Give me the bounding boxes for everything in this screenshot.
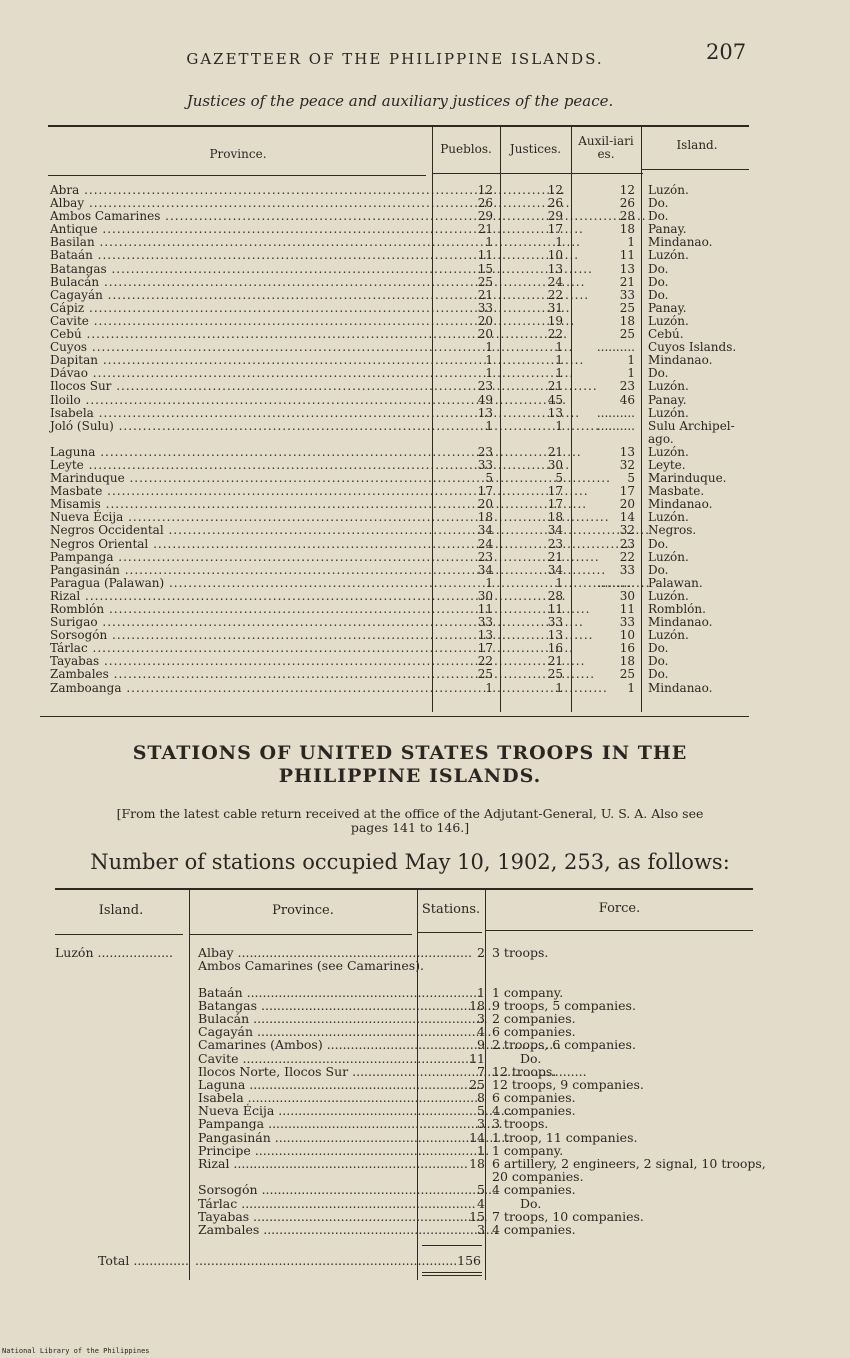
cell-pueblos: 21 [477, 287, 493, 302]
cell-justices: 22 [547, 287, 563, 302]
section-heading [60, 742, 760, 788]
table2-top-rule [55, 888, 753, 890]
cell-island: Panay. [648, 392, 687, 407]
cell-stations: 4 [477, 1195, 485, 1211]
header-pueblos: Pueblos. [440, 142, 492, 156]
cell-pueblos: 17 [477, 641, 493, 656]
source-note-line1: [From the latest cable return received at the office of the Adjutant-General, U. S. A. Also see [116, 806, 704, 821]
cell-force: 1 company. [492, 1142, 564, 1158]
cell-force: 4 companies. [492, 1221, 576, 1237]
cell-island: Luzón. [648, 183, 689, 197]
cell-pueblos: 1 [485, 575, 493, 590]
cell-stations: 3 [477, 1116, 485, 1132]
cell-province: Batangas ..... [50, 263, 428, 276]
cell-province: Cavite ..... [198, 1052, 468, 1065]
cell-justices: 31 [547, 300, 563, 315]
total-leader-dots: .................................................................. [195, 1253, 458, 1268]
cell-pueblos: 33 [477, 457, 493, 472]
total-label: Total .............. [98, 1253, 189, 1268]
cell-province: Cavite ..... [50, 315, 428, 328]
cell-justices: 17 [547, 497, 563, 512]
cell-pueblos: 20 [477, 313, 493, 328]
header-justices: Justices. [509, 142, 562, 156]
table1-header-rule-island [641, 169, 749, 170]
cell-auxiliaries: 1 [627, 235, 635, 250]
table2-header-rule [486, 930, 753, 931]
cell-province: Bataán ..... [198, 986, 468, 999]
cell-force: 9 troops, 5 companies. [492, 997, 636, 1013]
cell-justices: 34 [547, 562, 563, 577]
cell-justices: 10 [547, 248, 563, 263]
cell-pueblos: 25 [477, 274, 493, 289]
cell-stations: 5 [477, 1182, 485, 1198]
cell-justices: 34 [547, 523, 563, 538]
cell-pueblos: 22 [477, 654, 493, 669]
cell-island: Luzón. [648, 379, 689, 394]
cell-island: Leyte. [648, 457, 686, 472]
cell-stations: 8 [477, 1090, 485, 1106]
total-label-text: Total [98, 1253, 130, 1268]
cell-auxiliaries: 5 [627, 471, 635, 486]
cell-justices: 21 [547, 549, 563, 564]
cell-island: Mindanao. [648, 235, 713, 250]
cell-province: Pampanga ..... [198, 1117, 468, 1130]
cell-pueblos: 18 [477, 510, 493, 525]
cell-province: Iloilo ..... [50, 394, 428, 407]
cell-pueblos: 1 [485, 353, 493, 368]
cell-island: Romblón. [648, 602, 706, 616]
cell-stations: 4 [477, 1024, 485, 1040]
cell-province: Pangasinán ..... [198, 1131, 468, 1144]
cell-stations: 3 [477, 1010, 485, 1026]
cell-stations: 1 [477, 984, 485, 1000]
cell-province: Marinduque ..... [50, 472, 428, 485]
table1-bottom-rule [40, 716, 749, 717]
cell-province: Rizal ..... [198, 1157, 468, 1170]
cell-stations: 5 [477, 1103, 485, 1119]
cell-auxiliaries: 25 [619, 300, 635, 315]
cell-force: Do. [520, 1195, 542, 1211]
cell-province: Cagayán ..... [198, 1025, 468, 1038]
cell-province: Nueva Écija ..... [198, 1104, 468, 1117]
cell-justices: 28 [547, 588, 563, 603]
cell-pueblos: 1 [485, 680, 493, 695]
cell-force: 12 troops. [492, 1063, 557, 1079]
cell-pueblos: 34 [477, 523, 493, 538]
cell-island: Do. [648, 261, 669, 276]
cell-justices: 1 [555, 575, 563, 590]
cell-pueblos: 17 [477, 484, 493, 499]
cell-auxiliaries: 16 [619, 641, 635, 656]
total-rule [422, 1245, 482, 1246]
cell-island: Do. [648, 274, 669, 289]
cell-stations: 2 [477, 945, 485, 960]
cell-auxiliaries: 32 [619, 523, 635, 538]
cell-island: Cebú. [648, 327, 684, 342]
cell-pueblos: 23 [477, 444, 493, 459]
cell-pueblos: 29 [477, 209, 493, 224]
cell-auxiliaries: 33 [619, 562, 635, 577]
cell-province: Camarines (Ambos) ..... [198, 1038, 468, 1051]
cell-province: Bulacán ..... [50, 276, 428, 289]
page-number: 207 [706, 40, 747, 64]
cell-stations: 18 [469, 997, 485, 1013]
cell-justices: 1 [555, 418, 563, 433]
cell-justices: 1 [555, 353, 563, 368]
table1-header-rule-numbers [432, 173, 643, 174]
cell-auxiliaries: 33 [619, 287, 635, 302]
cell-force: 6 artillery, 2 engineers, 2 signal, 10 troops, 20 companies. [492, 1156, 766, 1185]
cell-pueblos: 49 [477, 392, 493, 407]
cell-justices: 1 [555, 235, 563, 250]
cell-auxiliaries: 18 [619, 313, 635, 328]
cell-province: Tárlac ..... [50, 642, 428, 655]
source-note-line2: pages 141 to 146.] [350, 820, 470, 835]
cell-auxiliaries: 25 [619, 327, 635, 342]
cell-province: Albay ..... [50, 197, 428, 210]
cell-auxiliaries: .......... [596, 575, 635, 590]
cell-pueblos: 12 [477, 183, 493, 197]
cell-justices: 33 [547, 615, 563, 630]
cell-pueblos: 1 [485, 366, 493, 381]
cell-province: Ilocos Sur ..... [50, 380, 428, 393]
header-auxiliaries: Auxil-iaries. [578, 134, 634, 161]
cell-force: 2 companies. [492, 1010, 576, 1026]
cell-province: Dapitan ..... [50, 354, 428, 367]
cell-island: Sulu Archipel-ago. [648, 418, 735, 446]
stations-summary: Number of stations occupied May 10, 1902, 253, as follows: [90, 850, 730, 874]
cell-auxiliaries: 14 [619, 510, 635, 525]
cell-island: Mindanao. [648, 615, 713, 630]
cell-island: Do. [648, 287, 669, 302]
cell-province: Albay ..... [198, 946, 468, 959]
cell-auxiliaries: 32 [619, 457, 635, 472]
cell-pueblos: 13 [477, 405, 493, 420]
cell-pueblos: 21 [477, 222, 493, 237]
cell-auxiliaries: 1 [627, 680, 635, 695]
cell-island: Luzón. [648, 510, 689, 525]
cell-province: Rizal ..... [50, 590, 428, 603]
header-force: Force. [598, 901, 641, 916]
table2-header-rule [418, 932, 482, 933]
cell-auxiliaries: 1 [627, 366, 635, 381]
cell-province: Paragua (Palawan) ..... [50, 577, 428, 590]
cell-auxiliaries: 22 [619, 549, 635, 564]
cell-justices: 13 [547, 261, 563, 276]
cell-pueblos: 34 [477, 562, 493, 577]
cell-province: Masbate ..... [50, 485, 428, 498]
cell-province: Misamis ..... [50, 498, 428, 511]
cell-island: Luzón. [648, 549, 689, 564]
cell-auxiliaries: 13 [619, 444, 635, 459]
cell-province: Bulacán ..... [198, 1012, 468, 1025]
cell-pueblos: 1 [485, 340, 493, 355]
cell-island: Negros. [648, 523, 697, 538]
cell-island: Do. [648, 667, 669, 682]
cell-pueblos: 23 [477, 379, 493, 394]
cell-island: Luzón. [648, 313, 689, 328]
cell-stations: 18 [469, 1156, 485, 1172]
cell-province: Nueva Écija ..... [50, 511, 428, 524]
cell-justices: 1 [555, 366, 563, 381]
cell-province: Joló (Sulu) ..... [50, 420, 428, 433]
cell-justices: 16 [547, 641, 563, 656]
cell-pueblos: 1 [485, 235, 493, 250]
cell-island: Palawan. [648, 575, 703, 590]
cell-province: Ambos Camarines ..... [50, 210, 428, 223]
cell-island: Luzón. [648, 405, 689, 420]
cell-province: Basilan ..... [50, 236, 428, 249]
cell-justices: 1 [555, 680, 563, 695]
cell-force: 4 companies. [492, 1182, 576, 1198]
cell-province: Dávao ..... [50, 367, 428, 380]
cell-island: Do. [648, 641, 669, 656]
cell-province: Leyte ..... [50, 459, 428, 472]
cell-stations: 14 [469, 1129, 485, 1145]
cell-auxiliaries: 21 [619, 274, 635, 289]
cell-island: Do. [648, 654, 669, 669]
cell-justices: 21 [547, 654, 563, 669]
cell-island: Luzón. [648, 628, 689, 643]
section-heading-line2: PHILIPPINE ISLANDS. [278, 765, 542, 787]
cell-auxiliaries: .......... [596, 418, 635, 433]
header-island: Island. [98, 903, 144, 918]
cell-pueblos: 25 [477, 667, 493, 682]
cell-province: Zambales ..... [198, 1223, 468, 1236]
cell-stations: 7 [477, 1063, 485, 1079]
cell-auxiliaries: 17 [619, 484, 635, 499]
cell-island: Do. [648, 196, 669, 211]
cell-province: Tayabas ..... [198, 1210, 468, 1223]
cell-force: 6 companies. [492, 1090, 576, 1106]
cell-province: Romblón ..... [50, 603, 428, 616]
cell-justices: 26 [547, 196, 563, 211]
table1-header-rule-province [48, 175, 426, 176]
cell-force: 6 companies. [492, 1024, 576, 1040]
cell-province: Cagayán ..... [50, 289, 428, 302]
cell-pueblos: 33 [477, 300, 493, 315]
cell-auxiliaries: 23 [619, 379, 635, 394]
cell-pueblos: 11 [477, 248, 493, 263]
table2-header-rule [55, 934, 183, 935]
cell-pueblos: 23 [477, 549, 493, 564]
section-heading-line1: STATIONS OF UNITED STATES TROOPS IN THE [132, 742, 688, 764]
table2-header-rule [190, 934, 412, 935]
cell-province: Pangasinán ..... [50, 564, 428, 577]
cell-island: Do. [648, 366, 669, 381]
cell-stations: 3 [477, 1221, 485, 1237]
cell-auxiliaries: 18 [619, 654, 635, 669]
cell-auxiliaries: 1 [627, 353, 635, 368]
cell-auxiliaries: 28 [619, 209, 635, 224]
cell-pueblos: 20 [477, 497, 493, 512]
cell-island: Luzón. [648, 248, 689, 263]
cell-force: 1 troop, 11 companies. [492, 1129, 638, 1145]
cell-auxiliaries: 46 [619, 392, 635, 407]
cell-justices: 19 [547, 313, 563, 328]
cell-province: Antique ..... [50, 223, 428, 236]
cell-province: Laguna ..... [50, 446, 428, 459]
cell-force: Do. [520, 1050, 542, 1066]
cell-province: Sorsogón ..... [198, 1183, 468, 1196]
cell-island: Panay. [648, 300, 687, 315]
cell-justices: 25 [547, 667, 563, 682]
total-rule [422, 1272, 482, 1273]
cell-justices: 5 [555, 471, 563, 486]
cell-island: Luzón. [648, 444, 689, 459]
cell-province: Cápiz ..... [50, 302, 428, 315]
total-rule [422, 1275, 482, 1276]
cell-justices: 17 [547, 484, 563, 499]
cell-island: Mindanao. [648, 680, 713, 695]
cell-pueblos: 33 [477, 615, 493, 630]
cell-province: Laguna ..... [198, 1078, 468, 1091]
cell-auxiliaries: 26 [619, 196, 635, 211]
cell-island: Mindanao. [648, 497, 713, 512]
cell-justices: 45 [547, 392, 563, 407]
cell-justices: 13 [547, 628, 563, 643]
cell-province: Tárlac ..... [198, 1197, 468, 1210]
cell-justices: 11 [547, 602, 563, 616]
cell-island: Luzón ..... [55, 946, 180, 959]
cell-force: 12 troops, 9 companies. [492, 1076, 644, 1092]
cell-auxiliaries: 25 [619, 667, 635, 682]
cell-auxiliaries: 13 [619, 261, 635, 276]
cell-auxiliaries: 12 [619, 183, 635, 197]
cell-island: Do. [648, 562, 669, 577]
cell-province: Isabela ..... [198, 1091, 468, 1104]
cell-province: Bataán ..... [50, 249, 428, 262]
cell-island: Marinduque. [648, 471, 727, 486]
cell-pueblos: 26 [477, 196, 493, 211]
cell-province: Abra ..... [50, 184, 428, 197]
cell-stations: 15 [469, 1208, 485, 1224]
cell-auxiliaries: 20 [619, 497, 635, 512]
cell-stations: 25 [469, 1076, 485, 1092]
cell-pueblos: 20 [477, 327, 493, 342]
cell-auxiliaries: 33 [619, 615, 635, 630]
cell-auxiliaries: 18 [619, 222, 635, 237]
cell-justices: 30 [547, 457, 563, 472]
cell-island: Luzón. [648, 588, 689, 603]
cell-force: 2 troops, 6 companies. [492, 1037, 636, 1053]
table1-top-rule [48, 125, 749, 127]
table2-divider [189, 890, 190, 1280]
cell-pueblos: 24 [477, 536, 493, 551]
cell-province: Zamboanga ..... [50, 682, 428, 695]
source-note [55, 807, 765, 835]
cell-island: Panay. [648, 222, 687, 237]
cell-justices: 13 [547, 405, 563, 420]
cell-province: Batangas ..... [198, 999, 468, 1012]
cell-stations: 1 [477, 1142, 485, 1158]
cell-force: 7 troops, 10 companies. [492, 1208, 644, 1224]
cell-island: Mindanao. [648, 353, 713, 368]
page-running-title: GAZETTEER OF THE PHILIPPINE ISLANDS. [186, 50, 604, 68]
cell-province: Sorsogón ..... [50, 629, 428, 642]
cell-pueblos: 11 [477, 602, 493, 616]
cell-justices: 12 [547, 183, 563, 197]
cell-province: Surigao ..... [50, 616, 428, 629]
cell-justices: 24 [547, 274, 563, 289]
cell-justices: 18 [547, 510, 563, 525]
cell-pueblos: 5 [485, 471, 493, 486]
cell-pueblos: 30 [477, 588, 493, 603]
cell-province: Cebú ..... [50, 328, 428, 341]
cell-province: Ilocos Norte, Ilocos Sur ..... [198, 1065, 468, 1078]
cell-justices: 21 [547, 379, 563, 394]
cell-province: Negros Oriental ..... [50, 538, 428, 551]
cell-island: Do. [648, 536, 669, 551]
cell-island: Cuyos Islands. [648, 340, 737, 355]
cell-justices: 21 [547, 444, 563, 459]
table-caption: Justices of the peace and auxiliary justices of the peace. [186, 92, 614, 110]
total-value: 156 [457, 1253, 481, 1268]
cell-justices: 23 [547, 536, 563, 551]
cell-force: 3 troops. [492, 1116, 549, 1132]
library-credit: National Library of the Philippines [2, 1347, 150, 1355]
cell-force: 1 company. [492, 984, 564, 1000]
cell-force: 4 companies. [492, 1103, 576, 1119]
cell-stations: 11 [469, 1050, 485, 1066]
cell-auxiliaries: 11 [619, 248, 635, 263]
cell-island: Masbate. [648, 484, 705, 499]
cell-province: Tayabas ..... [50, 655, 428, 668]
cell-province: Principe ..... [198, 1144, 468, 1157]
cell-province: Isabela ..... [50, 407, 428, 420]
cell-province: Negros Occidental ..... [50, 524, 428, 537]
cell-stations: 9 [477, 1037, 485, 1053]
cell-justices: 1 [555, 340, 563, 355]
cell-justices: 29 [547, 209, 563, 224]
header-island: Island. [676, 138, 718, 152]
cell-pueblos: 1 [485, 418, 493, 433]
cell-island: Do. [648, 209, 669, 224]
cell-province: Cuyos ..... [50, 341, 428, 354]
cell-auxiliaries: 10 [619, 628, 635, 643]
header-province: Province. [272, 903, 334, 918]
header-stations: Stations. [421, 902, 481, 917]
header-province: Province. [209, 147, 267, 161]
cell-auxiliaries: 30 [619, 588, 635, 603]
cell-province: Ambos Camarines (see Camarines). [198, 958, 424, 974]
cell-justices: 22 [547, 327, 563, 342]
cell-pueblos: 13 [477, 628, 493, 643]
cell-province: Pampanga ..... [50, 551, 428, 564]
cell-auxiliaries: .......... [596, 405, 635, 420]
cell-province: Zambales ..... [50, 668, 428, 681]
cell-auxiliaries: 11 [619, 602, 635, 616]
cell-auxiliaries: 23 [619, 536, 635, 551]
cell-justices: 17 [547, 222, 563, 237]
cell-force: 3 troops. [492, 945, 549, 960]
cell-pueblos: 15 [477, 261, 493, 276]
cell-auxiliaries: .......... [596, 340, 635, 355]
